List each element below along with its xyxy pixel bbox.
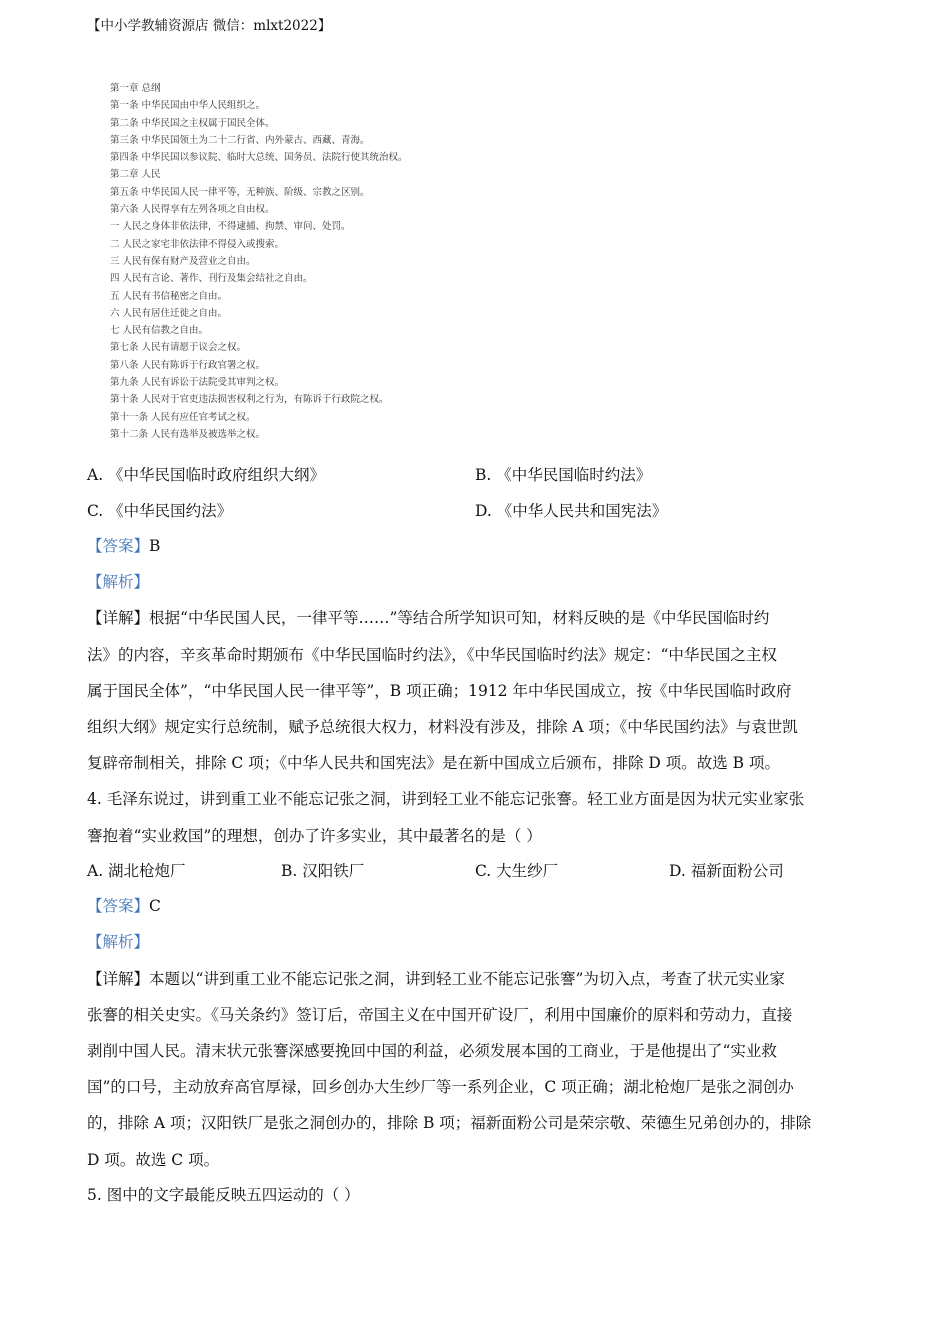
detail-text: 本题以“讲到重工业不能忘记张之洞，讲到轻工业不能忘记张謇”为切入点，考查了状元实业家 <box>149 969 785 988</box>
detail-line: D 项。故选 C 项。 <box>87 1150 220 1169</box>
analysis-tag: 【解析】 <box>87 572 150 591</box>
q3-answer <box>87 529 862 565</box>
excerpt-line: 第五条 中华民国人民一律平等，无种族、阶级、宗教之区别。 <box>110 186 370 198</box>
excerpt-line: 五 人民有书信秘密之自由。 <box>110 290 228 302</box>
answer-tag: 【答案】 <box>87 897 150 916</box>
q4-analysis-heading <box>87 925 862 961</box>
detail-line: 组织大纲》规定实行总统制，赋予总统很大权力，材料没有涉及，排除 A 项；《中华民国约法》与袁世凯 <box>87 717 798 736</box>
detail-line: 张謇的相关史实。《马关条约》签订后，帝国主义在中国开矿设厂，利用中国廉价的原料和劳动力，直接 <box>87 1005 793 1024</box>
detail-tag: 【详解】 <box>87 969 150 988</box>
excerpt-line: 第七条 人民有请愿于议会之权。 <box>110 342 247 354</box>
detail-line: 国”的口号，主动放弃高官厚禄，回乡创办大生纱厂等一系列企业，C 项正确；湖北枪炮厂是张之洞创办 <box>87 1078 794 1097</box>
excerpt-line: 第十二条 人民有选举及被选举之权。 <box>110 428 266 440</box>
excerpt-line: 一 人民之身体非依法律，不得逮捕、拘禁、审问、处罚。 <box>110 221 351 233</box>
q3-options-row-1 <box>87 458 862 494</box>
q4-detail <box>87 961 862 1178</box>
excerpt-line: 二 人民之家宅非依法律不得侵入或搜索。 <box>110 238 285 250</box>
detail-line: 法》的内容，辛亥革命时期颁布《中华民国临时约法》，《中华民国临时约法》规定：“中华民国之主权 <box>87 645 777 664</box>
detail-line: 复辟帝制相关，排除 C 项；《中华人民共和国宪法》是在新中国成立后颁布，排除 D 项。故选 B 项。 <box>87 754 780 773</box>
excerpt-line: 第六条 人民得享有左列各项之自由权。 <box>110 204 275 216</box>
detail-line: 属于国民全体”，“中华民国人民一律平等”，B 项正确；1912 年中华民国成立，按《中华民国临时政府 <box>87 681 792 700</box>
excerpt-line: 第四条 中华民国以参议院、临时大总统、国务员、法院行使其统治权。 <box>110 152 408 164</box>
q4-option-c: C. 大生纱厂 <box>475 861 559 880</box>
excerpt-line: 第二条 中华民国之主权属于国民全体。 <box>110 117 275 129</box>
detail-line <box>87 961 862 997</box>
stem-line: 4. 毛泽东说过，讲到重工业不能忘记张之洞，讲到轻工业不能忘记张謇。轻工业方面是因为状元实业家张 <box>87 790 805 809</box>
excerpt-line: 四 人民有言论、著作、刊行及集会结社之自由。 <box>110 273 313 285</box>
q3-option-c: C. 《中华民国约法》 <box>87 501 233 520</box>
answer-value: C <box>149 897 161 916</box>
document-body <box>87 458 862 1213</box>
q3-option-b: B. 《中华民国临时约法》 <box>475 466 652 484</box>
excerpt-line: 第九条 人民有诉讼于法院受其审判之权。 <box>110 377 285 389</box>
excerpt-line: 第二章 人民 <box>110 169 161 181</box>
excerpt-line: 第八条 人民有陈诉于行政官署之权。 <box>110 359 266 371</box>
excerpt-line: 第十一条 人民有应任官考试之权。 <box>110 411 256 423</box>
answer-value: B <box>149 537 161 556</box>
detail-line <box>87 600 862 636</box>
detail-text: 根据“中华民国人民，一律平等……”等结合所学知识可知，材料反映的是《中华民国临时约 <box>149 609 770 628</box>
analysis-tag: 【解析】 <box>87 932 150 951</box>
excerpt-line: 第一章 总纲 <box>110 83 161 94</box>
q4-option-d: D. 福新面粉公司 <box>669 861 784 880</box>
page-header: 【中小学教辅资源店 微信：mlxt2022】 <box>87 18 332 34</box>
excerpt-line: 七 人民有信教之自由。 <box>110 325 209 337</box>
constitution-excerpt-image <box>110 80 490 443</box>
q3-analysis-heading <box>87 565 862 601</box>
excerpt-line: 三 人民有保有财产及营业之自由。 <box>110 255 256 267</box>
q5-stem: 5. 图中的文字最能反映五四运动的（ ） <box>87 1185 360 1204</box>
q3-option-d: D. 《中华人民共和国宪法》 <box>475 501 668 520</box>
q3-option-a: A. 《中华民国临时政府组织大纲》 <box>87 466 326 484</box>
q4-options-row <box>87 854 862 890</box>
q4-answer <box>87 889 862 925</box>
excerpt-line: 第三条 中华民国领土为二十二行省、内外蒙古、西藏、青海。 <box>110 134 370 146</box>
q4-stem <box>87 781 862 853</box>
q3-detail <box>87 600 862 781</box>
q4-option-a: A. 湖北枪炮厂 <box>87 861 186 880</box>
q3-options-row-2 <box>87 494 862 530</box>
excerpt-line: 第一条 中华民国由中华人民组织之。 <box>110 100 266 112</box>
detail-tag: 【详解】 <box>87 609 150 628</box>
q4-option-b: B. 汉阳铁厂 <box>281 861 365 880</box>
detail-line: 的，排除 A 项；汉阳铁厂是张之洞创办的，排除 B 项；福新面粉公司是荣宗敬、荣德生兄弟创办的，排除 <box>87 1114 812 1133</box>
detail-line: 剥削中国人民。清末状元张謇深感要挽回中国的利益，必须发展本国的工商业，于是他提出了“实业救 <box>87 1041 777 1060</box>
excerpt-line: 第十条 人民对于官吏违法损害权利之行为，有陈诉于行政院之权。 <box>110 394 389 406</box>
excerpt-line: 六 人民有居住迁徙之自由。 <box>110 307 228 319</box>
stem-line: 謇抱着“实业救国”的理想，创办了许多实业，其中最著名的是（ ） <box>87 826 542 845</box>
answer-tag: 【答案】 <box>87 537 150 556</box>
